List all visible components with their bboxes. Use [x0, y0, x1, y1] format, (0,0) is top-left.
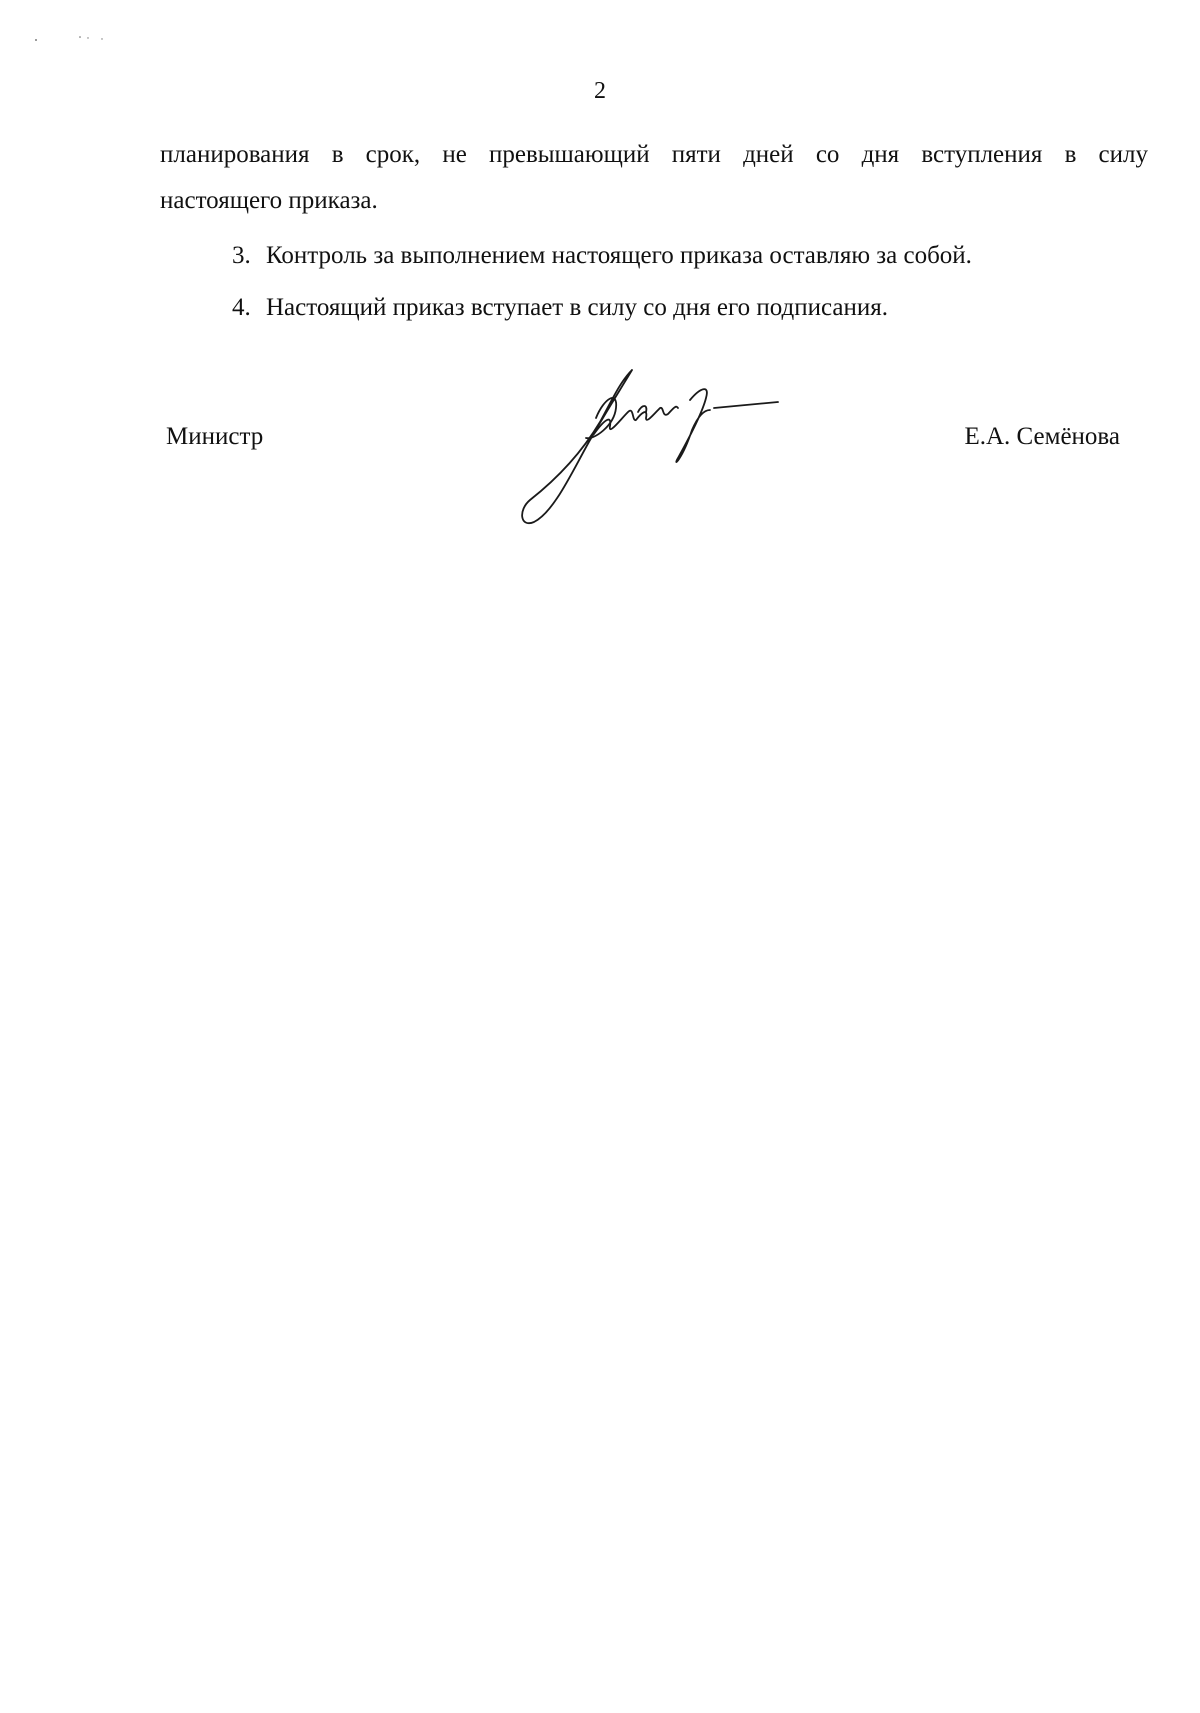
paragraph-line-1: планирования в срок, не превышающий пяти дней со дня вступления в силу	[160, 141, 1148, 168]
paragraph-line-2: настоящего приказа.	[160, 187, 378, 214]
signer-title: Министр	[166, 423, 264, 450]
handwritten-signature-icon	[520, 360, 810, 530]
list-item-number: 3.	[232, 242, 251, 269]
signer-name: Е.А. Семёнова	[964, 423, 1120, 450]
scan-speck-marks	[30, 34, 120, 44]
signature-block	[0, 360, 1200, 540]
document-body	[160, 132, 1148, 328]
list-item-text: Настоящий приказ вступает в силу со дня его подписания.	[266, 294, 889, 321]
list-item-text: Контроль за выполнением настоящего приказа оставляю за собой.	[266, 242, 972, 269]
page-number: 2	[594, 78, 606, 104]
list-item-number: 4.	[232, 294, 251, 321]
list-item-4	[160, 288, 1148, 328]
list-item-3	[160, 236, 1148, 276]
